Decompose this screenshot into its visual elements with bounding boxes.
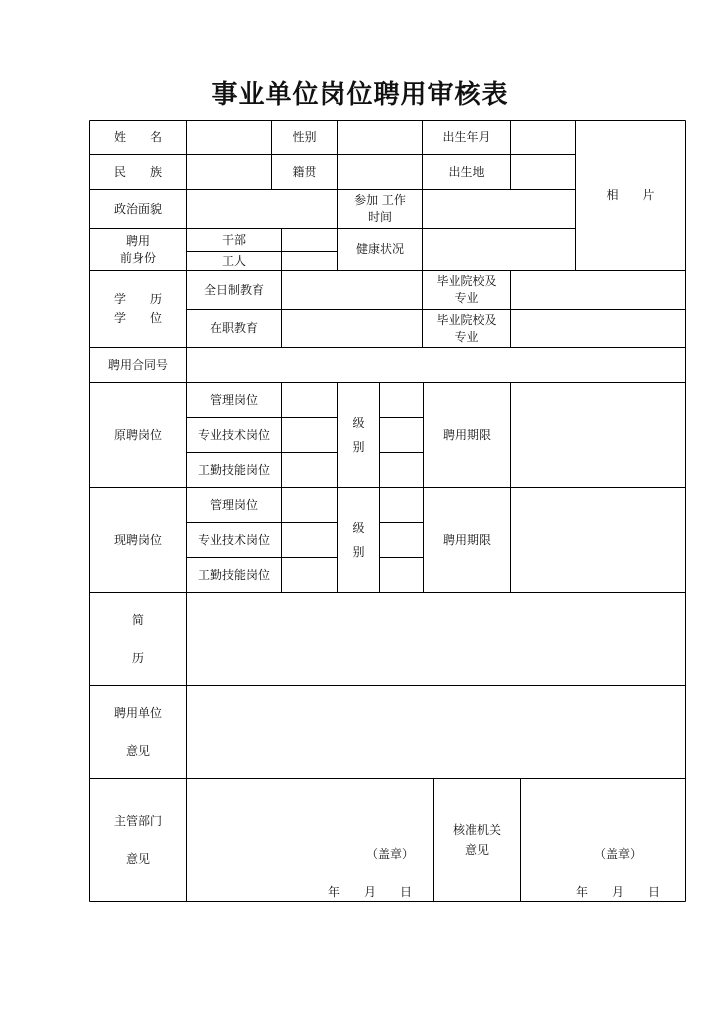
label-work-start-line2: 时间: [367, 210, 392, 224]
label-grad-school-fulltime-line1: 毕业院校及: [436, 274, 497, 288]
field-health[interactable]: [423, 229, 575, 270]
label-resume-line2: 历: [131, 651, 144, 665]
label-orig-level-line2: 别: [352, 440, 365, 454]
field-curr-level-skill[interactable]: [380, 558, 423, 592]
field-birth-place[interactable]: [511, 155, 575, 189]
label-orig-skill-post: 工勤技能岗位: [197, 462, 270, 477]
field-resume[interactable]: [187, 593, 685, 685]
label-approval-opinion: [434, 820, 520, 860]
label-dept-opinion-line1: 主管部门: [113, 814, 162, 828]
field-birth-date[interactable]: [511, 121, 575, 154]
field-name[interactable]: [187, 121, 271, 154]
label-prev-identity-line1: 聘用: [125, 233, 150, 248]
label-grad-school-inservice-line1: 毕业院校及: [436, 312, 497, 327]
field-curr-level-mgmt[interactable]: [380, 488, 423, 522]
label-name: 姓 名: [113, 130, 162, 144]
label-grad-school-fulltime: [423, 271, 510, 309]
field-worker[interactable]: [282, 252, 337, 270]
label-prev-identity-line2: 前身份: [119, 250, 156, 265]
label-inservice-edu: 在职教育: [209, 321, 258, 335]
field-political-status[interactable]: [187, 190, 337, 228]
field-contract-no[interactable]: [187, 348, 685, 382]
label-orig-level: [338, 383, 379, 487]
label-ethnicity: 民 族: [113, 164, 162, 179]
label-education: [90, 271, 186, 347]
label-contract-no: 聘用合同号: [107, 357, 168, 372]
label-orig-tech-post: 专业技术岗位: [197, 427, 270, 442]
label-orig-term: 聘用期限: [442, 427, 491, 442]
label-cadre: 干部: [221, 232, 246, 247]
label-native-place: 籍贯: [292, 164, 317, 179]
label-orig-mgmt-post: 管理岗位: [209, 392, 258, 407]
field-employer-opinion[interactable]: [187, 686, 685, 778]
label-resume: [90, 593, 186, 685]
field-orig-term[interactable]: [511, 383, 685, 487]
label-employer-opinion-line1: 聘用单位: [113, 706, 162, 720]
label-birth-date: 出生年月: [442, 130, 491, 144]
label-curr-level-line2: 别: [352, 545, 365, 559]
photo-label: 相 片: [606, 188, 655, 202]
label-gender: 性别: [292, 130, 317, 144]
label-curr-mgmt-post: 管理岗位: [209, 497, 258, 512]
label-prev-identity: [90, 229, 186, 270]
field-gender[interactable]: [338, 121, 422, 154]
label-work-start: [338, 190, 422, 228]
label-curr-level-line1: 级: [352, 521, 365, 535]
label-health: 健康状况: [355, 242, 404, 256]
label-dept-opinion: [90, 779, 186, 901]
field-inservice-edu[interactable]: [282, 310, 422, 347]
label-grad-school-fulltime-line2: 专业: [454, 291, 479, 305]
label-dept-opinion-line2: 意见: [125, 852, 150, 866]
page-title: 事业单位岗位聘用审核表: [211, 80, 509, 110]
field-orig-level-tech[interactable]: [380, 418, 423, 452]
field-orig-level-skill[interactable]: [380, 453, 423, 487]
field-orig-tech-post[interactable]: [282, 418, 337, 452]
label-orig-level-line1: 级: [352, 416, 365, 430]
label-education-line1: 学 历: [113, 292, 162, 306]
approval-date-line: 年 月 日: [575, 884, 660, 899]
field-work-start[interactable]: [423, 190, 575, 228]
field-orig-skill-post[interactable]: [282, 453, 337, 487]
label-curr-skill-post: 工勤技能岗位: [197, 567, 270, 582]
label-political-status: 政治面貌: [113, 201, 162, 216]
field-cadre[interactable]: [282, 229, 337, 251]
field-curr-tech-post[interactable]: [282, 523, 337, 557]
label-fulltime-edu: 全日制教育: [203, 282, 264, 297]
field-curr-level-tech[interactable]: [380, 523, 423, 557]
label-resume-line1: 简: [131, 613, 144, 627]
field-orig-mgmt-post[interactable]: [282, 383, 337, 417]
dept-date-line: 年 月 日: [327, 884, 412, 899]
label-approval-opinion-line1: 核准机关: [452, 823, 501, 837]
label-worker: 工人: [221, 253, 246, 268]
label-curr-post: 现聘岗位: [113, 532, 162, 547]
field-fulltime-edu[interactable]: [282, 271, 422, 309]
label-employer-opinion: [90, 686, 186, 778]
field-native-place[interactable]: [338, 155, 422, 189]
label-work-start-line1: 参加 工作: [354, 193, 406, 207]
field-orig-level-mgmt[interactable]: [380, 383, 423, 417]
label-curr-term: 聘用期限: [442, 532, 491, 547]
field-curr-mgmt-post[interactable]: [282, 488, 337, 522]
label-grad-school-inservice: [423, 310, 510, 347]
label-curr-level: [338, 488, 379, 592]
label-grad-school-inservice-line2: 专业: [454, 329, 479, 344]
field-curr-skill-post[interactable]: [282, 558, 337, 592]
label-education-line2: 学 位: [113, 311, 162, 325]
field-grad-school-inservice[interactable]: [511, 310, 685, 347]
field-ethnicity[interactable]: [187, 155, 271, 189]
field-grad-school-fulltime[interactable]: [511, 271, 685, 309]
label-employer-opinion-line2: 意见: [125, 744, 150, 758]
approval-seal: （盖章）: [593, 846, 642, 861]
dept-seal: （盖章）: [365, 846, 414, 861]
label-birth-place: 出生地: [448, 164, 485, 179]
label-orig-post: 原聘岗位: [113, 427, 162, 442]
field-curr-term[interactable]: [511, 488, 685, 592]
label-curr-tech-post: 专业技术岗位: [197, 532, 270, 547]
label-approval-opinion-line2: 意见: [464, 843, 489, 857]
